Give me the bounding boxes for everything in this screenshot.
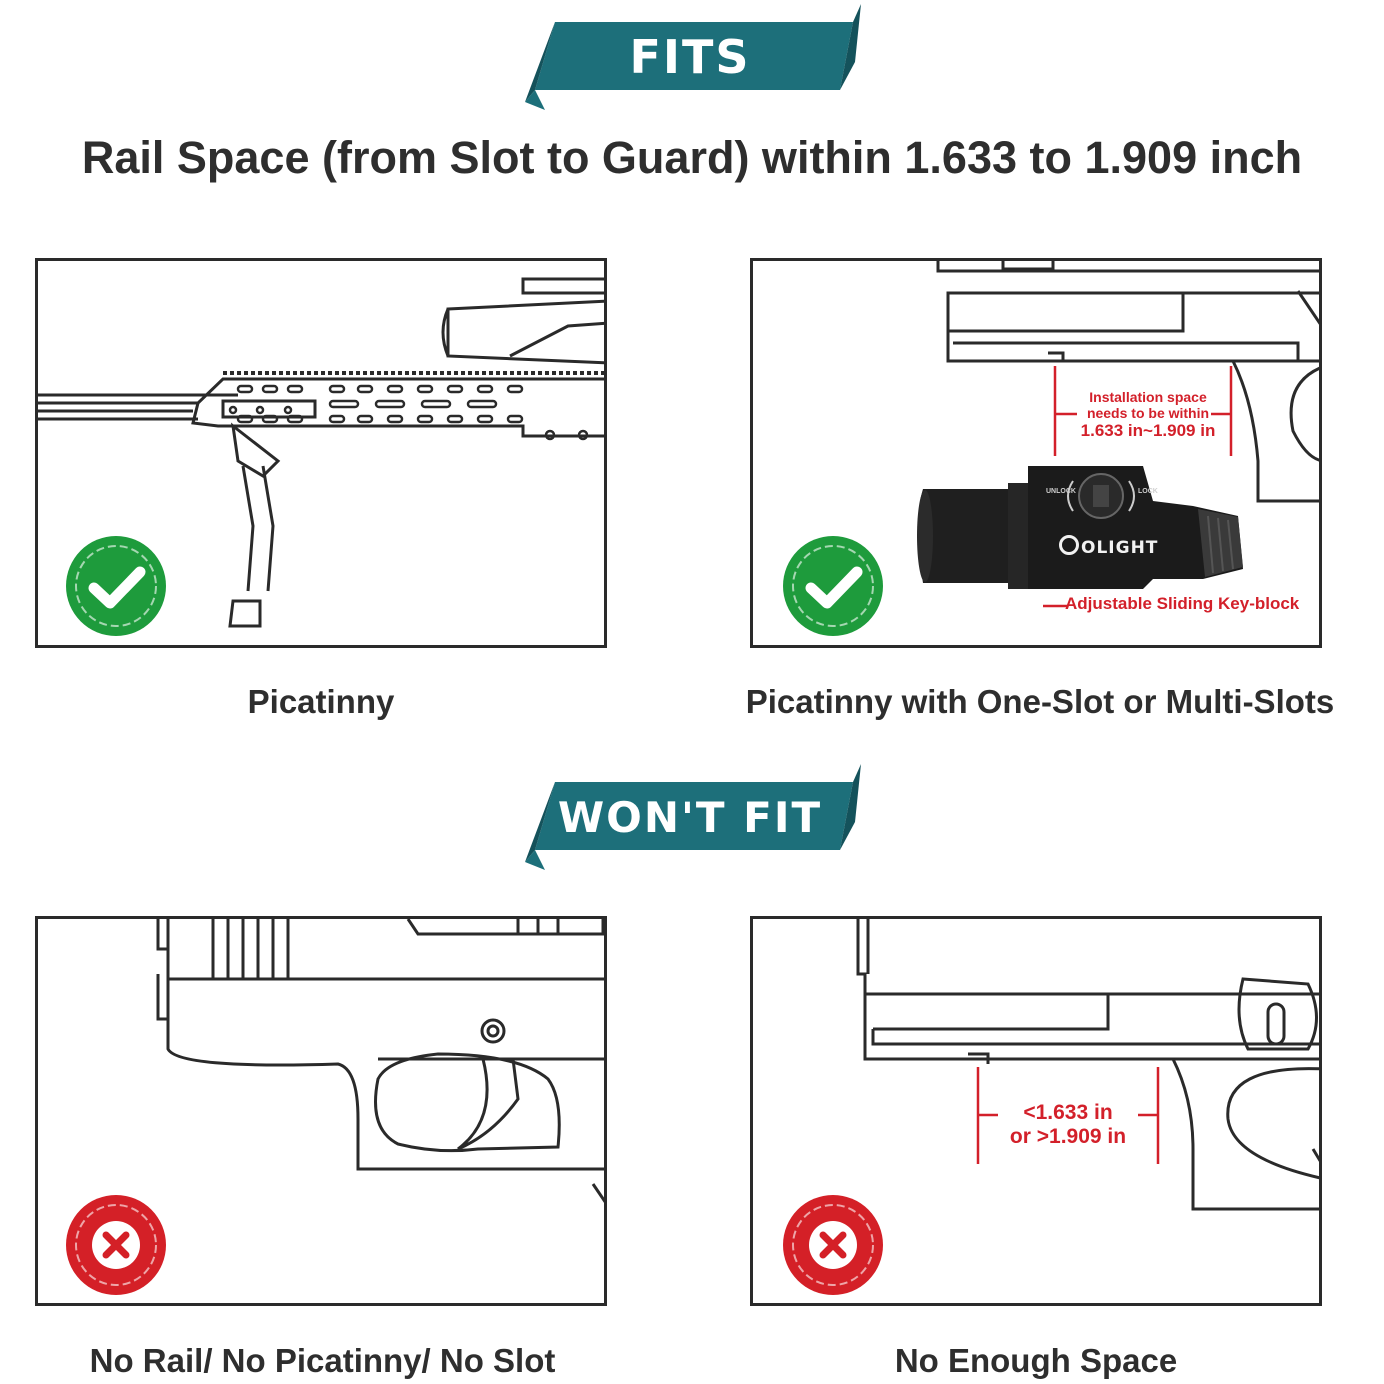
caption-no-space: No Enough Space	[894, 1342, 1178, 1379]
panel-no-rail	[35, 916, 607, 1306]
olight-logo: OLIGHT	[1059, 535, 1158, 558]
check-badge	[781, 534, 885, 638]
caption-picatinny-slots: Picatinny with One-Slot or Multi-Slots	[745, 683, 1335, 720]
panel-no-space	[750, 916, 1322, 1306]
check-badge	[64, 534, 168, 638]
cross-badge	[781, 1193, 885, 1297]
installation-space-label: Installation space needs to be within 1.633 in~1.909 in	[1080, 389, 1216, 441]
lock-label: LOCK	[1138, 488, 1158, 495]
unlock-label: UNLOCK	[1046, 488, 1076, 495]
cross-badge	[64, 1193, 168, 1297]
caption-picatinny: Picatinny	[247, 683, 395, 720]
space-label: <1.633 in or >1.909 in	[1009, 1101, 1127, 1149]
fits-label: FITS	[629, 30, 751, 84]
panel-picatinny	[35, 258, 607, 648]
weapon-light	[913, 461, 1248, 591]
wont-fit-label: WON'T FIT	[557, 793, 823, 842]
fits-banner	[515, 2, 865, 117]
page-title: Rail Space (from Slot to Guard) within 1.633 to 1.909 inch	[81, 132, 1303, 183]
caption-no-rail: No Rail/ No Picatinny/ No Slot	[89, 1342, 556, 1379]
wont-fit-banner	[515, 762, 865, 877]
keyblock-label: Adjustable Sliding Key-block	[1065, 594, 1300, 613]
panel-picatinny-slots	[750, 258, 1322, 648]
